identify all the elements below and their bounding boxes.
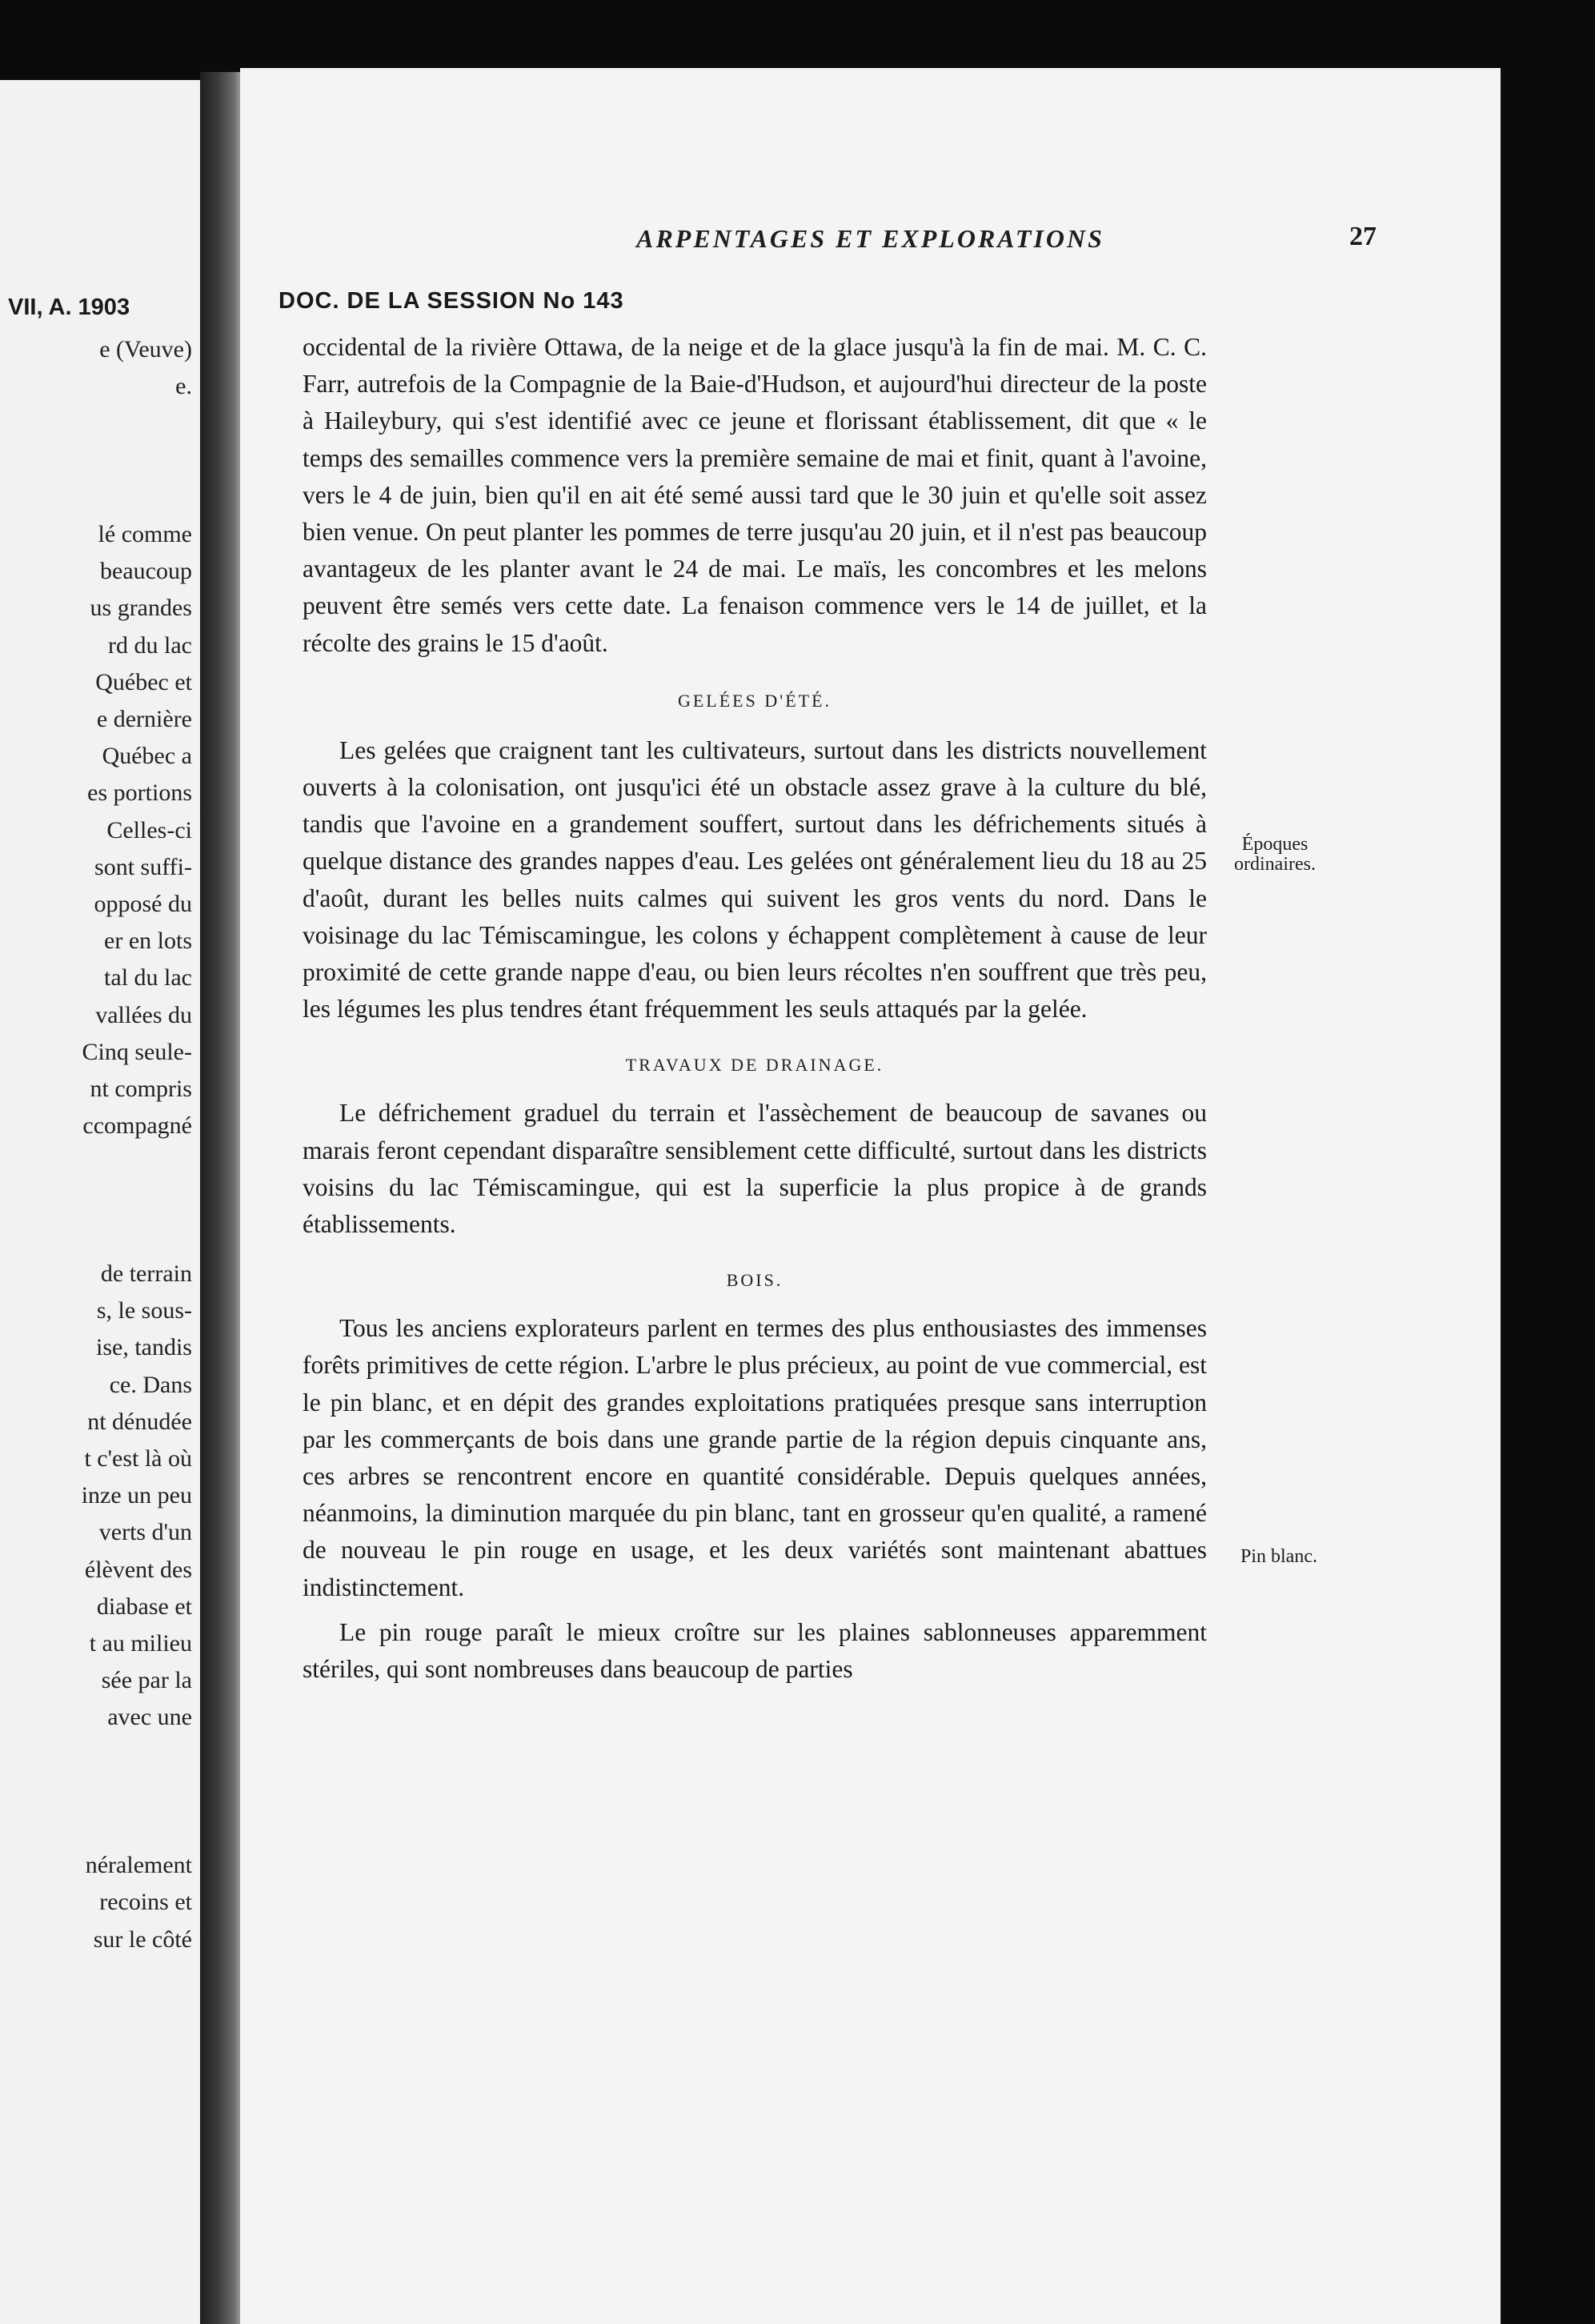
paragraph: occidental de la rivière Ottawa, de la neige et de la glace jusqu'à la fin de mai. M. C. C. Farr, autrefois de la Compagnie de la Baie-d'Hudson, et aujourd'hui directeur de la poste à Haileybury, qui s'est identifié avec ce jeune et florissant établissement, dit que « le temps des semailles commence vers la première semaine de mai et finit, quant à l'avoine, vers le 4 de juin, bien qu'il en ait été semé aussi tard que le 30 juin et qu'elle soit assez bien venue. On peut planter les pommes de terre jusqu'au 20 juin, et il n'est pas beaucoup avantageux de les planter avant le 24 de mai. Le maïs, les concombres et les melons peuvent être semés vers cette date. La fenaison commence vers le 14 de juillet, et la récolte des grains le 15 d'août. [303, 333, 1207, 657]
previous-page-line: sur le côté [93, 1925, 192, 1953]
previous-page-line: es portions [87, 779, 192, 807]
previous-page-line: nt dénudée [87, 1408, 192, 1435]
previous-page-line: nt compris [90, 1076, 192, 1102]
previous-page-line: opposé du [94, 891, 192, 917]
previous-page-line: beaucoup [100, 558, 192, 585]
running-header: ARPENTAGES ET EXPLORATIONS [636, 224, 1104, 253]
previous-page-line: diabase et [96, 1593, 192, 1620]
previous-page-line: t c'est là où [84, 1445, 192, 1472]
previous-page-line: de terrain [100, 1260, 192, 1287]
previous-page-line: élèvent des [84, 1556, 192, 1583]
previous-page-line: rd du lac [108, 631, 192, 659]
previous-page-line: Québec a [102, 743, 192, 770]
previous-page-line: er en lots [104, 928, 192, 955]
previous-page-line: Celles-ci [106, 816, 192, 843]
previous-page-header: VII, A. 1903 [8, 295, 130, 320]
previous-page-line: recoins et [99, 1889, 192, 1916]
previous-page-line: vallées du [95, 1001, 192, 1028]
section-heading: BOIS. [726, 1270, 783, 1291]
paragraph: Le défrichement graduel du terrain et l'assèchement de beaucoup de savanes ou marais feront cependant disparaître sensiblement cette difficulté, surtout dans les districts voisins du lac Témiscamingue, qui est la superficie la plus propice à de grands établissements. [303, 1099, 1207, 1239]
previous-page-line: Québec et [95, 668, 192, 695]
paragraph: Le pin rouge paraît le mieux croître sur les plaines sablonneuses apparemment stériles, qui sont nombreuses dans beaucoup de parties [303, 1617, 1207, 1684]
previous-page-line: ce. Dans [109, 1371, 192, 1398]
previous-page-line: sont suffi- [94, 853, 192, 880]
previous-page [0, 80, 200, 2324]
previous-page-line: us grandes [90, 595, 192, 622]
previous-page-line: Cinq seule- [82, 1038, 192, 1065]
margin-note: Époques ordinaires. [1234, 834, 1316, 875]
previous-page-line: néralement [85, 1852, 192, 1879]
paragraph: Les gelées que craignent tant les cultivateurs, surtout dans les districts nouvellement ouverts à la colonisation, ont jusqu'ici été un obstacle assez grave à la culture du blé, tandis que l'avoine en a grandement souffert, surtout dans les défrichements situés à quelque distance des grandes nappes d'eau. Les gelées ont généralement lieu du 18 au 25 d'août, durant les belles nuits calmes qui suivent les gros vents du nord. Dans le voisinage du lac Témiscamingue, les colons y échappent complètement à cause de leur proximité de cette grande nappe d'eau, ou bien leurs récoltes n'en souffrent que très peu, les légumes les plus tendres étant fréquemment les seuls attaqués par la gelée. [303, 735, 1207, 1024]
previous-page-line: avec une [107, 1704, 192, 1731]
section-heading: TRAVAUX DE DRAINAGE. [625, 1055, 884, 1076]
previous-page-line: e (Veuve) [99, 336, 192, 363]
section-heading: GELÉES D'ÉTÉ. [677, 690, 832, 711]
previous-page-line: e dernière [96, 706, 192, 732]
previous-page-line: ise, tandis [96, 1334, 192, 1361]
previous-page-line: e. [175, 373, 192, 400]
previous-page-line: tal du lac [104, 964, 192, 992]
previous-page-line: lé comme [98, 521, 192, 547]
document-header: DOC. DE LA SESSION No 143 [279, 288, 624, 314]
margin-note: Pin blanc. [1240, 1546, 1317, 1567]
page-number: 27 [1349, 222, 1377, 251]
page [240, 68, 1501, 2324]
previous-page-line: s, le sous- [96, 1297, 192, 1324]
previous-page-line: ccompagné [82, 1112, 192, 1140]
previous-page-line: inze un peu [81, 1482, 192, 1509]
body-text [303, 329, 1207, 1688]
previous-page-line: sée par la [101, 1667, 192, 1694]
previous-page-line: t au milieu [89, 1630, 192, 1657]
previous-page-line: verts d'un [98, 1519, 192, 1546]
paragraph: Tous les anciens explorateurs parlent en termes des plus enthousiastes des immenses forêts primitives de cette région. L'arbre le plus précieux, au point de vue commercial, est le pin blanc, et en dépit des grandes exploitations pratiquées presque sans interruption par les commerçants de bois dans une grande partie de la région depuis cinquante ans, ces arbres se rencontrent encore en quantité considérable. Depuis quelques années, néanmoins, la diminution marquée du pin blanc, tant en grosseur qu'en qualité, a ramené de nouveau le pin rouge en usage, et les deux variétés sont maintenant abattues indistinctement. [303, 1314, 1207, 1601]
